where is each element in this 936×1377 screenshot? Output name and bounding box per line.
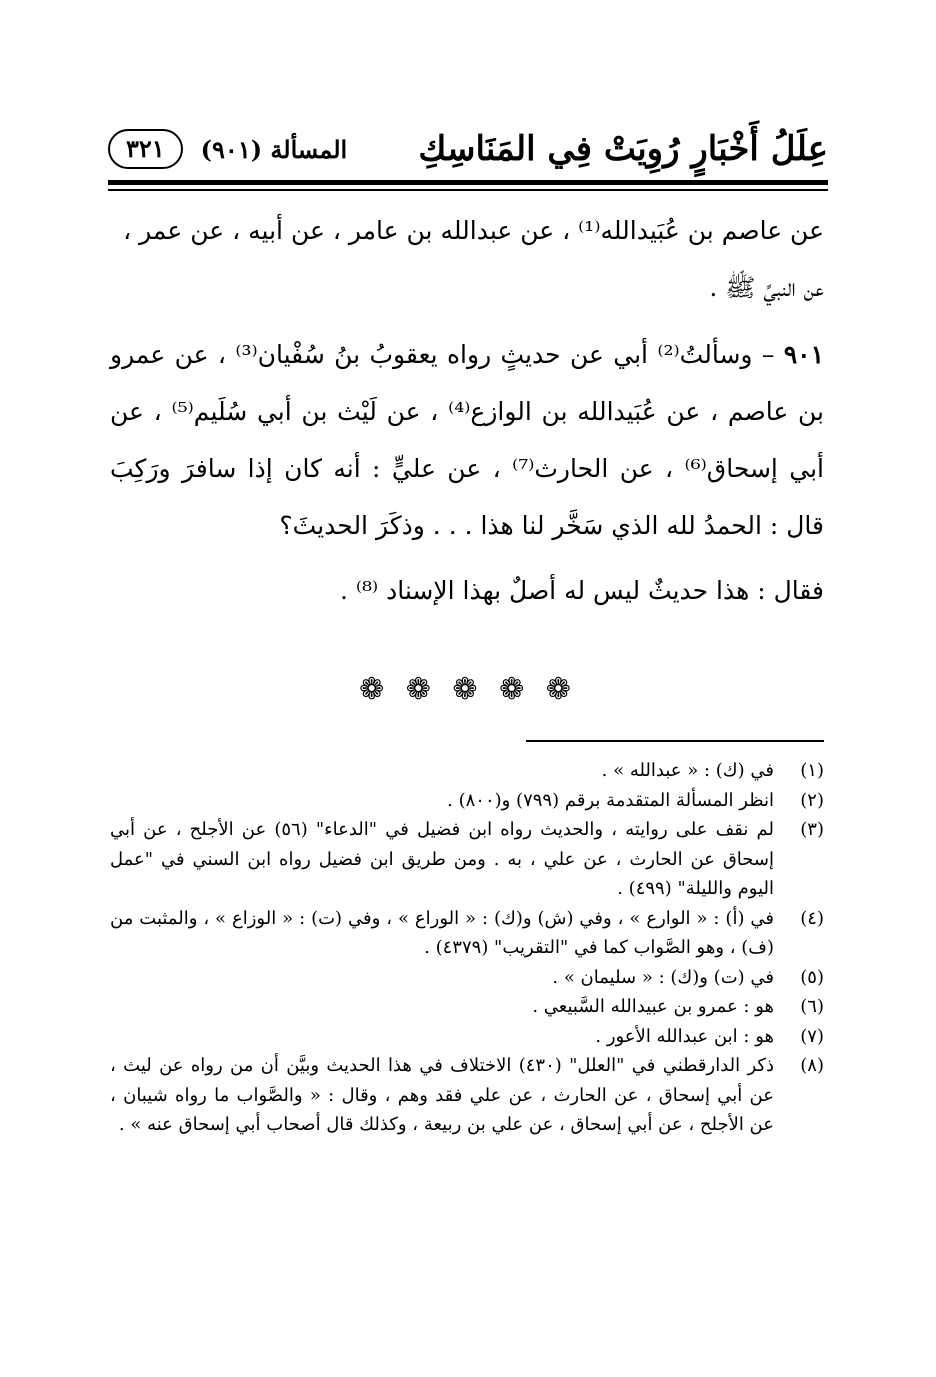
issue-label: المسألة (٩٠١) (200, 134, 348, 164)
footnote-text: هو : عمرو بن عبيدالله السَّبيعي . (532, 996, 774, 1017)
footnote-number: (٦) (800, 996, 824, 1017)
footnote (110, 904, 824, 963)
footnote (110, 815, 824, 904)
footnote-number: (٣) (800, 819, 824, 840)
footnotes (110, 756, 824, 1140)
issue-paragraph (110, 326, 824, 554)
page-header (108, 118, 828, 180)
footnote-text: ذكر الدارقطني في "العلل" (٤٣٠) الاختلاف في هذا الحديث وبيَّن أن من رواه عن ليث ، عن أبي إسحاق ، عن الحارث ، عن علي فقد وهم ، وقال : « والصَّواب ما رواه شيبان ، عن الأجلح ، عن أبي إسحاق ، عن علي بن ربيعة ، وكذلك قال أصحاب أبي إسحاق عنه » . (110, 1055, 774, 1135)
footnote (110, 786, 824, 816)
main-text (110, 202, 824, 619)
header-rule-thin (108, 189, 828, 191)
footnote-text: في (ت) و(ك) : « سليمان » . (552, 966, 774, 988)
para1-line2: عن النبيِّ ﷺ . (709, 273, 824, 302)
footnote (110, 1022, 824, 1052)
para1-line1: عن عاصم بن عُبَيدالله⁽¹⁾ ، عن عبدالله بن عامر ، عن أبيه ، عن عمر ، (123, 216, 824, 245)
footnote-number: (٤) (800, 907, 824, 929)
footnote-text: لم نقف على روايته ، والحديث رواه ابن فضيل في "الدعاء" (٥٦) عن الأجلح ، عن أبي إسحاق عن الحارث ، عن علي ، به . ومن طريق ابن فضيل رواه ابن السني في "عمل اليوم والليلة" (٤٩٩) . (110, 819, 774, 899)
footnote-number: (٨) (800, 1055, 824, 1076)
header-left-group (108, 129, 347, 169)
issue-number: ٩٠١ (783, 340, 825, 369)
footnote-number: (٥) (800, 966, 824, 988)
footnote (110, 963, 824, 993)
answer-paragraph: فقال : هذا حديثٌ ليس له أصلٌ بهذا الإسناد ⁽⁸⁾ . (339, 576, 824, 605)
section-ornament: ❁ ❁ ❁ ❁ ❁ (359, 672, 577, 707)
issue-text: – وسألتُ⁽²⁾ أبي عن حديثٍ رواه يعقوبُ بنُ سُفْيان⁽³⁾ ، عن عمرو بن عاصم ، عن عُبَيدالله بن الوازع⁽⁴⁾ ، عن لَيْث بن أبي سُلَيم⁽⁵⁾ ، عن أبي إسحاق⁽⁶⁾ ، عن الحارث⁽⁷⁾ ، عن عليٍّ : أنه كان إذا سافرَ ورَكِبَ قال : الحمدُ لله الذي سَخَّر لنا هذا . . . وذكَرَ الحديثَ؟ (110, 340, 824, 540)
footnote-number: (٧) (800, 1025, 824, 1047)
page-number: ٣٢١ (108, 129, 183, 169)
book-title: عِلَلُ أَخْبَارٍ رُوِيَتْ فِي المَنَاسِكِ (418, 129, 828, 169)
header-rule-thick (108, 180, 828, 185)
footnote-text: انظر المسألة المتقدمة برقم (٧٩٩) و(٨٠٠) . (447, 789, 774, 811)
footnote-rule (526, 740, 824, 742)
footnote-number: (٢) (800, 789, 824, 811)
footnote-text: هو : ابن عبدالله الأعور . (595, 1025, 774, 1047)
footnote (110, 992, 824, 1022)
footnote-number: (١) (800, 760, 824, 781)
footnote-text: في (أ) : « الوارع » ، وفي (ش) و(ك) : « الوراع » ، وفي (ت) : « الوزاع » ، والمثبت من (ف) ، وهو الصَّواب كما في "التقريب" (٤٣٧٩) . (110, 907, 775, 958)
footnote (110, 756, 824, 786)
footnote (110, 1051, 824, 1140)
footnote-text: في (ك) : « عبدالله » . (601, 760, 774, 781)
